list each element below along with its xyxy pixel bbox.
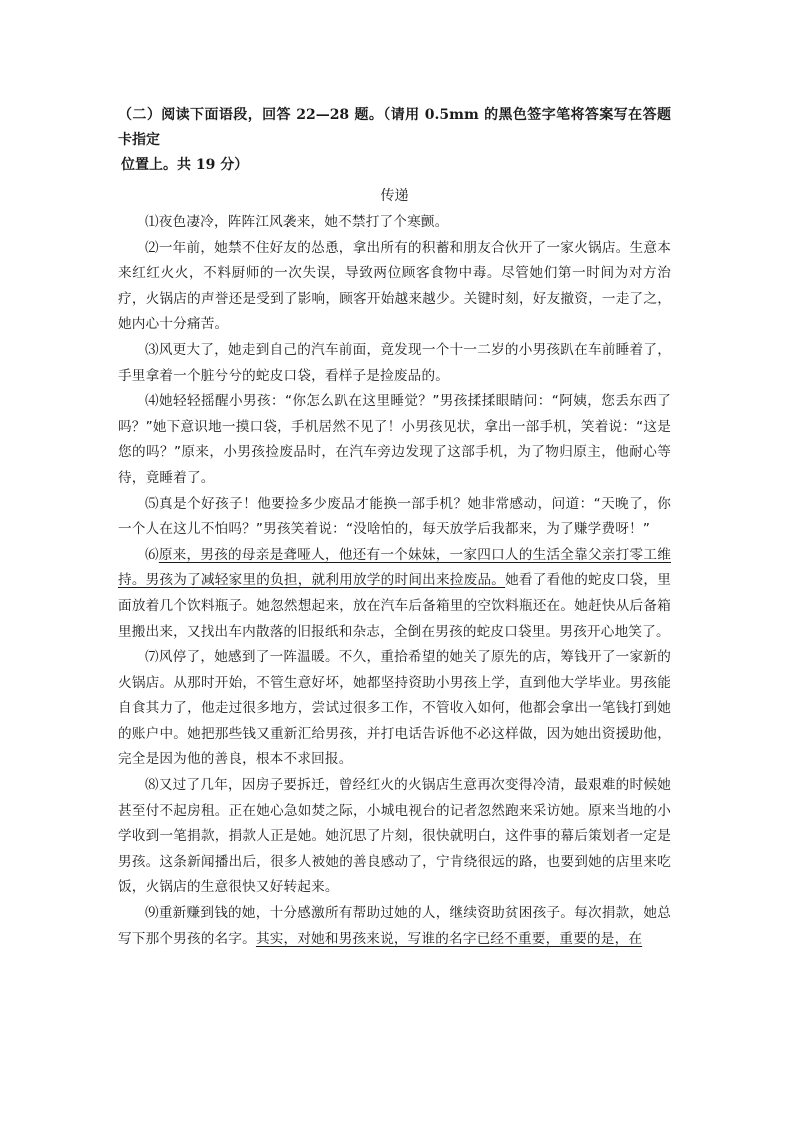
question-instruction	[118, 103, 671, 178]
article-title: 传递	[380, 188, 409, 204]
paragraph-8: ⑻又过了几年，因房子要拆迁，曾经红火的火锅店生意再次变得冷清，最艰难的时候她甚至付不起房租。正在她心急如焚之际，小城电视台的记者忽然跑来采访她。原来当地的小学收到一笔捐款，捐款人正是她。她沉思了片刻，很快就明白，这件事的幕后策划者一定是男孩。这条新闻播出后，很多人被她的善良感动了，宁肯绕很远的路，也要到她的店里来吃饭，火锅店的生意很快又好转起来。	[118, 777, 671, 896]
paragraph-6-rest: 她看了看他的蛇皮口袋，里面放着几个饮料瓶子。她忽然想起来，放在汽车后备箱里的空饮料瓶还在。她赶快从后备箱里搬出来，又找出车内散落的旧报纸和杂志，全倒在男孩的蛇皮口袋里。男孩开心地笑了。	[118, 572, 671, 640]
paragraph-2: ⑵一年前，她禁不住好友的怂恿，拿出所有的积蓄和朋友合伙开了一家火锅店。生意本来红红火火，不料厨师的一次失误，导致两位顾客食物中毒。尽管她们第一时间为对方治疗，火锅店的声誉还是受到了影响，顾客开始越来越少。关键时刻，好友撤资，一走了之，她内心十分痛苦。	[118, 239, 671, 333]
instruction-line-1: （二）阅读下面语段，回答 22—28 题。（请用 0.5mm 的黑色签字笔将答案写在答题卡指定	[118, 107, 671, 148]
instruction-line-2: 位置上。共 19 分）	[121, 157, 249, 173]
paragraph-6-underlined-sentence: 原来，男孩的母亲是聋哑人，他还有一个妹妹，一家四口人的生活全靠父亲打零工维持。男孩为了减轻家里的负担，就利用放学的时间出来捡废品。	[118, 546, 671, 589]
paragraph-6	[118, 543, 671, 645]
paragraph-5: ⑸真是个好孩子！他要捡多少废品才能换一部手机？她非常感动，问道：“天晚了，你一个人在这儿不怕吗？”男孩笑着说：“没啥怕的，每天放学后我都来，为了赚学费呀！”	[118, 495, 671, 538]
paragraph-4: ⑷她轻轻摇醒小男孩：“你怎么趴在这里睡觉？”男孩揉揉眼睛问：“阿姨，您丢东西了吗？”她下意识地一摸口袋，手机居然不见了！小男孩见状，拿出一部手机，笑着说：“这是您的吗？”原来，小男孩捡废品时，在汽车旁边发现了这部手机，为了物归原主，他耐心等待，竟睡着了。	[118, 393, 671, 486]
paragraph-1: ⑴夜色凄冷，阵阵江风袭来，她不禁打了个寒颤。	[145, 214, 449, 230]
paragraph-6-number: ⑹	[145, 546, 159, 563]
paragraph-9-underlined-sentence: 其实，对她和男孩来说，写谁的名字已经不重要，重要的是，在	[255, 930, 643, 947]
document-page	[118, 103, 671, 952]
paragraph-9	[118, 901, 671, 952]
paragraph-7: ⑺风停了，她感到了一阵温暖。不久，重拾希望的她关了原先的店，筹钱开了一家新的火锅店。从那时开始，不管生意好坏，她都坚持资助小男孩上学，直到他大学毕业。男孩能自食其力了，他走过很多地方，尝试过很多工作，不管收入如何，他都会拿出一笔钱打到她的账户中。她把那些钱又重新汇给男孩，并打电话告诉他不必这样做，因为她出资援助他，完全是因为他的善良，根本不求回报。	[118, 649, 671, 768]
paragraph-9-text: ⑼重新赚到钱的她，十分感激所有帮助过她的人，继续资助贫困孩子。每次捐款，她总写下那个男孩的名字。	[118, 905, 671, 947]
paragraph-3: ⑶风更大了，她走到自己的汽车前面，竟发现一个十一二岁的小男孩趴在车前睡着了，手里拿着一个脏兮兮的蛇皮口袋，看样子是捡废品的。	[118, 341, 671, 384]
